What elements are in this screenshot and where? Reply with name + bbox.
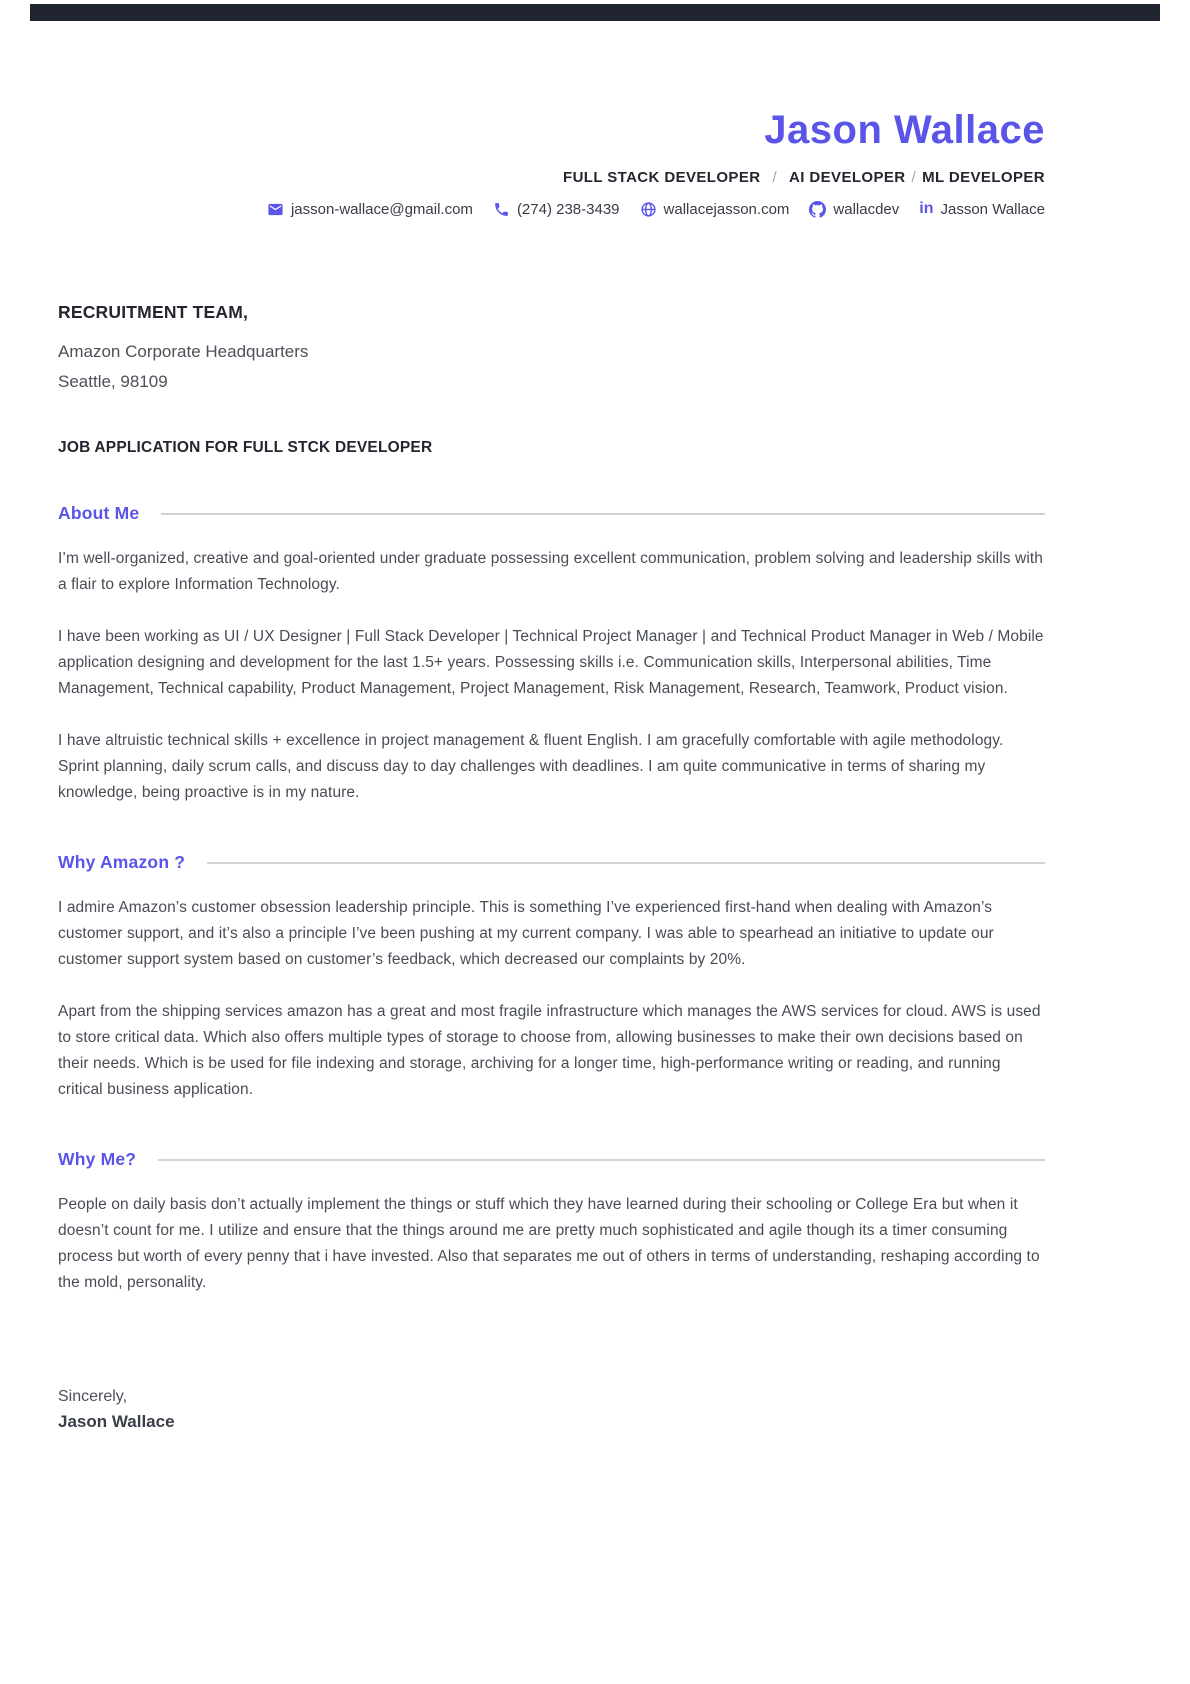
section-divider <box>161 513 1045 515</box>
section-title: Why Me? <box>58 1149 137 1169</box>
section-body <box>58 895 1045 1103</box>
section-header <box>58 1149 1045 1170</box>
paragraph: I admire Amazon’s customer obsession leadership principle. This is something I’ve experienced first-hand when dealing with Amazon’s customer support, and it’s also a principle I’ve been pushing at my current company. I was able to spearhead an initiative to update our customer support system based on customer’s feedback, which decreased our complaints by 20%. <box>58 899 994 968</box>
contact-row <box>58 200 1045 218</box>
page-top-band <box>30 4 1160 21</box>
email-link[interactable] <box>267 201 473 218</box>
section-divider <box>207 862 1045 864</box>
linkedin-icon: in <box>919 200 934 217</box>
phone-text: (274) 238-3439 <box>516 200 620 218</box>
github-link[interactable] <box>809 201 899 218</box>
github-text: wallacdev <box>833 200 900 218</box>
section-divider <box>158 1159 1045 1161</box>
header <box>58 0 1045 218</box>
section-header <box>58 503 1045 524</box>
recipient-block <box>58 302 1045 397</box>
role-title: AI DEVELOPER <box>789 169 906 186</box>
paragraph: Apart from the shipping services amazon has a great and most fragile infrastructure which manages the AWS services for cloud. AWS is used to store critical data. Which also offers multiple types of storage to choose from, allowing businesses to make their own decisions based on their needs. Which is be used for file indexing and storage, archiving for a longer time, high-performance writing or reading, and running critical business application. <box>58 1003 1041 1098</box>
role-title: ML DEVELOPER <box>922 169 1045 186</box>
role-separator: / <box>911 169 917 186</box>
paragraph: I have been working as UI / UX Designer | Full Stack Developer | Technical Project Manager | and Technical Product Manager in Web / Mobile application designing and development for the last 1.5+ years. Possessing skills i.e. Communication skills, Interpersonal abilities, Time Management, Technical capability, Product Management, Project Management, Risk Management, Research, Teamwork, Product vision. <box>58 628 1044 697</box>
role-title: FULL STACK DEVELOPER <box>563 169 761 186</box>
linkedin-link[interactable] <box>919 200 1045 218</box>
email-text: jasson-wallace@gmail.com <box>290 200 473 218</box>
candidate-name: Jason Wallace <box>764 108 1045 152</box>
paragraph: I have altruistic technical skills + excellence in project management & fluent English. I am gracefully comfortable with agile methodology. Sprint planning, daily scrum calls, and discuss day to day challenges with deadlines. I am quite communicative in terms of sharing my knowledge, being proactive is in my nature. <box>58 732 1004 801</box>
role-separator: / <box>772 169 778 186</box>
role-list <box>58 169 1045 186</box>
closing-signature-name: Jason Wallace <box>58 1412 175 1431</box>
website-link[interactable] <box>640 201 790 218</box>
github-icon <box>809 201 826 218</box>
section-header <box>58 852 1045 873</box>
globe-icon <box>640 201 657 218</box>
recipient-city: Seattle, 98109 <box>58 372 168 391</box>
section-why-amazon <box>58 852 1045 1103</box>
paragraph: I’m well-organized, creative and goal-oriented under graduate possessing excellent communication, problem solving and leadership skills with a flair to explore Information Technology. <box>58 550 1043 593</box>
section-title: Why Amazon ? <box>58 852 186 872</box>
phone-link[interactable] <box>493 201 620 218</box>
recipient-organization: Amazon Corporate Headquarters <box>58 342 309 361</box>
recipient-team: RECRUITMENT TEAM, <box>58 302 249 322</box>
section-body <box>58 1192 1045 1296</box>
closing-salutation: Sincerely, <box>58 1388 128 1405</box>
section-title: About Me <box>58 503 140 523</box>
subject-line: JOB APPLICATION FOR FULL STCK DEVELOPER <box>58 439 433 456</box>
phone-icon <box>493 201 510 218</box>
section-body <box>58 546 1045 806</box>
email-icon <box>267 201 284 218</box>
closing-block <box>58 1384 1045 1432</box>
section-about-me <box>58 503 1045 806</box>
paragraph: People on daily basis don’t actually implement the things or stuff which they have learned during their schooling or College Era but when it doesn’t count for me. I utilize and ensure that the things around me are pretty much sophisticated and agile though its a timer consuming process but worth of every penny that i have invested. Also that separates me out of others in terms of understanding, reshaping according to the mold, personality. <box>58 1196 1040 1291</box>
website-text: wallacejasson.com <box>663 200 790 218</box>
section-why-me <box>58 1149 1045 1296</box>
linkedin-text: Jasson Wallace <box>940 200 1045 218</box>
